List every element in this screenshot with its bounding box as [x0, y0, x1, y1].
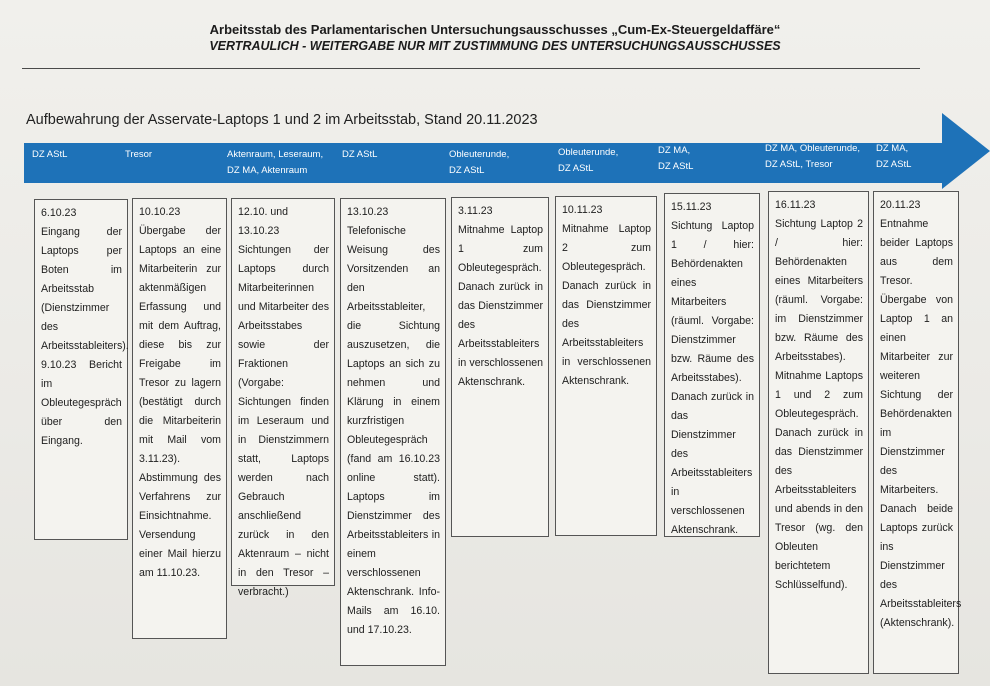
timeline-entry-6: [555, 196, 657, 536]
timeline-entry-2: [132, 198, 227, 639]
timeline-entry-7: [664, 193, 760, 537]
entry-date: 3.11.23: [458, 205, 493, 217]
entry-date: 6.10.23: [41, 207, 77, 219]
entry-text: Sichtung Laptop 2 / hier: Behördenakten eines Mitarbeiters (räuml. Vorgabe: im Dienstzimmer bzw. Räume des Arbeitsstabes). Mitnahme Laptops 1 und 2 zum Obleutegespräch. Danach zurück in das Dienstzimmer des Arbeitsstableiters und abends in den Tresor (wg. den Obleuten berichtetem Schlüsselfund).: [775, 218, 863, 591]
timeline-entry-4: [340, 198, 446, 666]
section-title: Aufbewahrung der Asservate-Laptops 1 und 2 im Arbeitsstab, Stand 20.11.2023: [26, 112, 538, 128]
location-label-9: DZ MA, DZ AStL: [876, 143, 912, 170]
entry-text: Mitnahme Laptop 2 zum Obleutegespräch. Danach zurück in das Dienstzimmer des Arbeitsstableiters in verschlossenen Aktenschrank.: [562, 223, 651, 387]
timeline-entry-1: [34, 199, 128, 540]
timeline-entry-5: [451, 197, 549, 537]
entry-date: 16.11.23: [775, 199, 816, 211]
location-label-3: Aktenraum, Leseraum, DZ MA, Aktenraum: [227, 149, 324, 176]
entry-date: 15.11.23: [671, 201, 712, 213]
entry-date: 10.10.23: [139, 206, 181, 218]
entry-text: Eingang der Laptops per Boten im Arbeitsstab (Dienstzimmer des Arbeitsstableiters). 9.10.23 Bericht im Obleutegespräch über den Eingang.: [41, 226, 129, 447]
entry-date: 20.11.23: [880, 199, 921, 211]
entry-text: Sichtung Laptop 1 / hier: Behördenakten eines Mitarbeiters (räuml. Vorgabe: Dienstzimmer bzw. Räume des Arbeitsstabes). Danach zurück in das Dienstzimmer des Arbeitsstableiters in verschlossenen Aktenschrank.: [671, 220, 754, 536]
entry-date: 10.11.23: [562, 204, 603, 216]
entry-date: 13.10.23: [347, 206, 389, 218]
entry-text: Telefonische Weisung des Vorsitzenden an den Arbeitsstableiter, die Sichtung auszusetzen, die Laptops an sich zu nehmen und Klärung in einem kurzfristigen Obleutegespräch (fand am 16.10.23 online statt). Laptops im Dienstzimmer des Arbeitsstableiters in einem verschlossenen Aktenschrank. Info-Mails am 16.10. und 17.10.23.: [347, 225, 440, 636]
timeline-arrow-head: [942, 113, 990, 189]
timeline-entry-8: [768, 191, 869, 674]
location-label-2: Tresor: [125, 149, 153, 160]
header-divider: [22, 68, 920, 69]
location-label-8: DZ MA, Obleuterunde, DZ AStL, Tresor: [765, 143, 861, 170]
entry-text: Entnahme beider Laptops aus dem Tresor. Übergabe von Laptop 1 an einen Mitarbeiter zur weiteren Sichtung der Behördenakten im Dienstzimmer des Mitarbeiters. Danach beide Laptops zurück ins Dienstzimmer des Arbeitsstableiters (Aktenschrank).: [880, 218, 962, 629]
entry-text: Mitnahme Laptop 1 zum Obleutegespräch. Danach zurück in das Dienstzimmer des Arbeitsstableiters in verschlossenen Aktenschrank.: [458, 224, 543, 388]
entry-date: 12.10. und 13.10.23: [238, 206, 289, 237]
confidentiality-notice: VERTRAULICH - WEITERGABE NUR MIT ZUSTIMMUNG DES UNTERSUCHUNGSAUSSCHUSSES: [209, 39, 781, 53]
location-label-5: Obleuterunde, DZ AStL: [449, 149, 510, 176]
timeline-entry-3: [231, 198, 335, 598]
document-header-title: Arbeitsstab des Parlamentarischen Untersuchungsausschusses „Cum-Ex-Steuergeldaffäre“: [209, 22, 781, 37]
entry-text: Übergabe der Laptops an eine Mitarbeiterin zur aktenmäßigen Erfassung und mit dem Auftrag, diese bis zur Freigabe im Tresor zu lagern (bestätigt durch die Mitarbeiterin mit Mail vom 3.11.23). Abstimmung des Verfahrens zur Einsichtnahme. Versendung einer Mail hierzu am 11.10.23.: [139, 225, 221, 579]
location-label-1: DZ AStL: [32, 149, 68, 160]
location-label-4: DZ AStL: [342, 149, 378, 160]
location-label-6: Obleuterunde, DZ AStL: [558, 147, 619, 174]
location-label-7: DZ MA, DZ AStL: [658, 145, 694, 172]
timeline-entry-9: [873, 191, 962, 674]
entry-text: Sichtungen der Laptops durch Mitarbeiterinnen und Mitarbeiter des Arbeitsstabes sowie der Fraktionen (Vorgabe: Sichtungen finden im Leseraum und in Dienstzimmern statt, Laptops werden nach Gebrauch anschließend zurück in den Aktenraum – nicht in den Tresor – verbracht.): [238, 244, 329, 598]
